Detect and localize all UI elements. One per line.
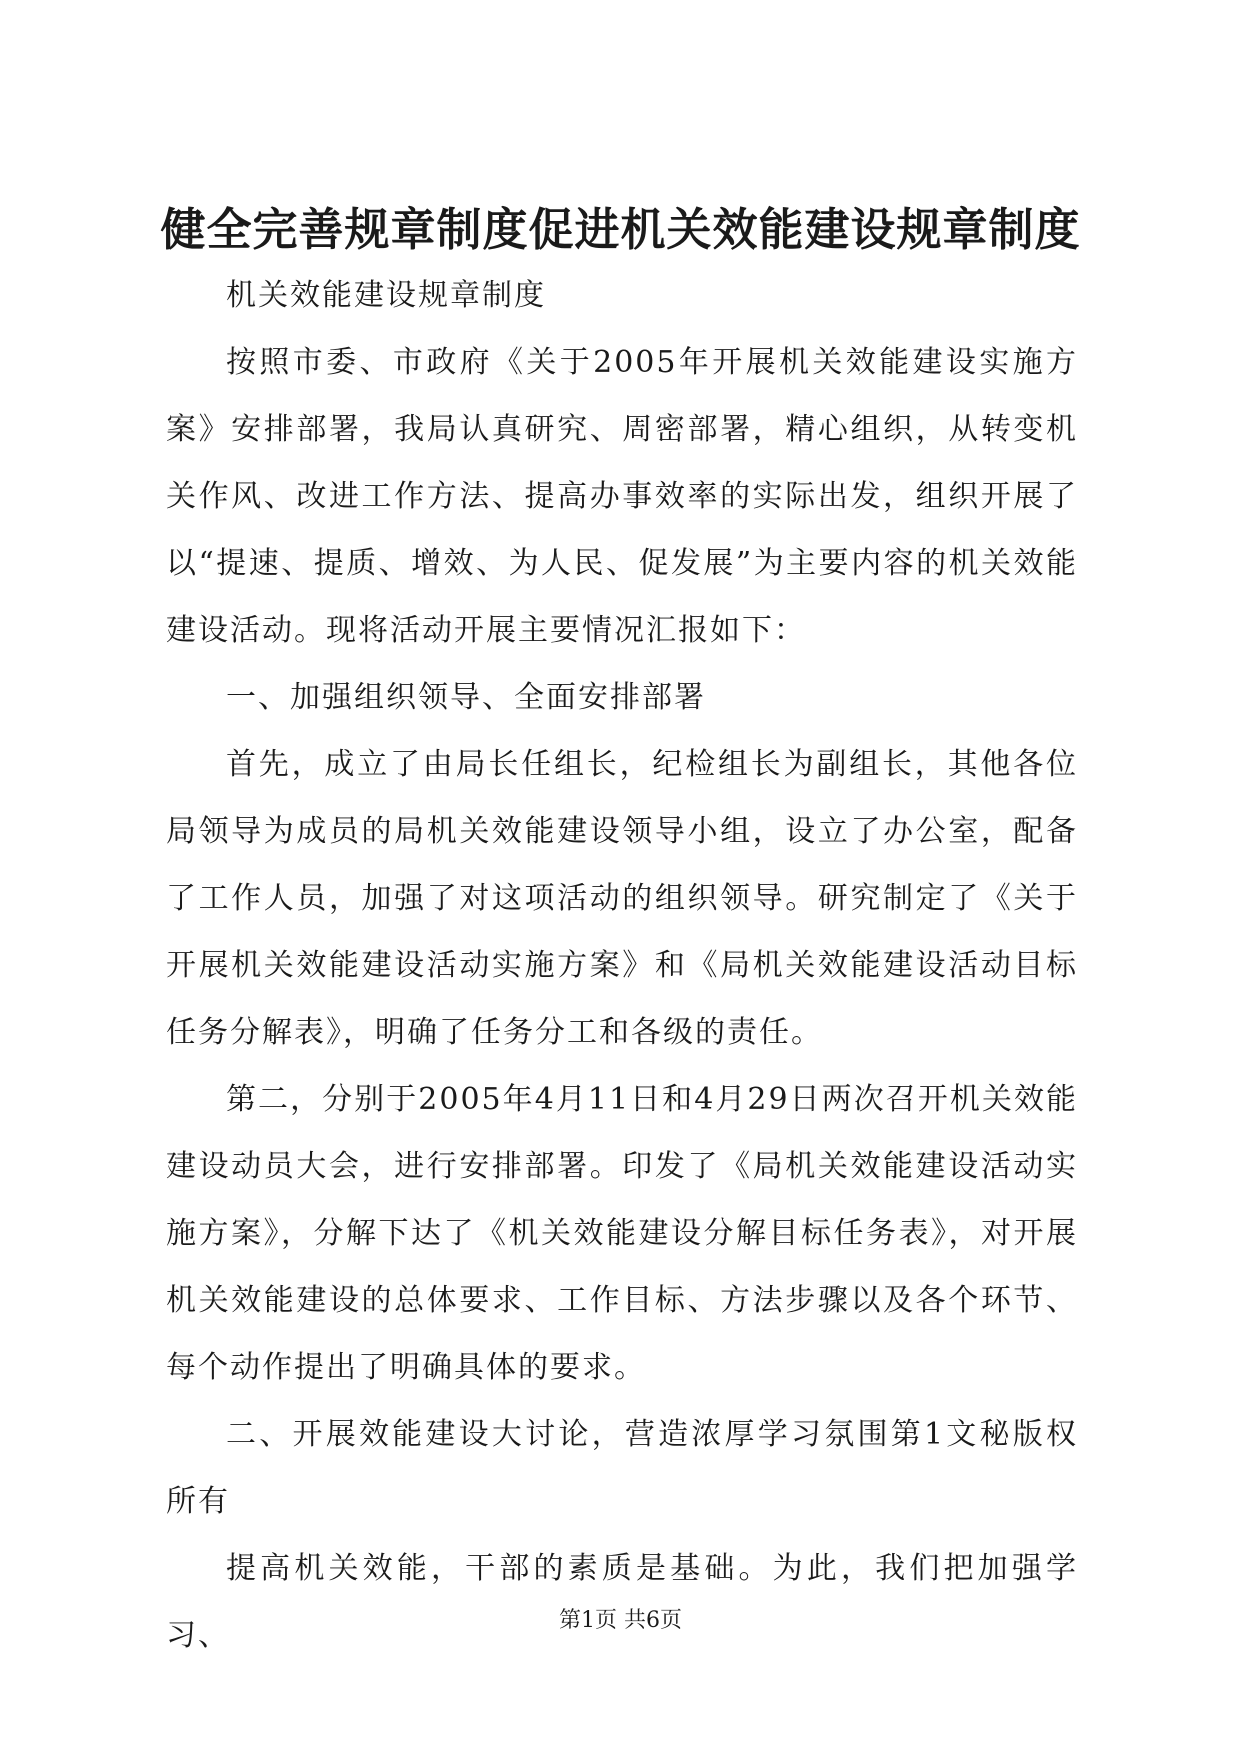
- paragraph-second: 第二，分别于2005年4月11日和4月29日两次召开机关效能建设动员大会，进行安排部署。印发了《局机关效能建设活动实施方案》，分解下达了《机关效能建设分解目标任务表》，对开展机关效能建设的总体要求、工作目标、方法步骤以及各个环节、每个动作提出了明确具体的要求。: [166, 1082, 1078, 1385]
- paragraph-intro: 按照市委、市政府《关于2005年开展机关效能建设实施方案》安排部署，我局认真研究、周密部署，精心组织，从转变机关作风、改进工作方法、提高办事效率的实际出发，组织开展了以“提速、提质、增效、为人民、促发展”为主要内容的机关效能建设活动。现将活动开展主要情况汇报如下：: [166, 345, 1078, 648]
- paragraph-first: 首先，成立了由局长任组长，纪检组长为副组长，其他各位局领导为成员的局机关效能建设领导小组，设立了办公室，配备了工作人员，加强了对这项活动的组织领导。研究制定了《关于开展机关效能建设活动实施方案》和《局机关效能建设活动目标任务分解表》，明确了任务分工和各级的责任。: [166, 747, 1078, 1050]
- document-title: 健全完善规章制度促进机关效能建设规章制度: [160, 203, 1081, 256]
- paragraph-third: 提高机关效能，干部的素质是基础。为此，我们把加强学习、: [166, 1551, 1078, 1653]
- page-footer: 第1页 共6页: [559, 1608, 682, 1633]
- section-heading-2: 二、开展效能建设大讨论，营造浓厚学习氛围第1文秘版权所有: [166, 1417, 1078, 1519]
- section-heading-1: 一、加强组织领导、全面安排部署: [226, 680, 706, 715]
- paragraph-subtitle: 机关效能建设规章制度: [226, 278, 546, 313]
- document-body: [166, 262, 1078, 1669]
